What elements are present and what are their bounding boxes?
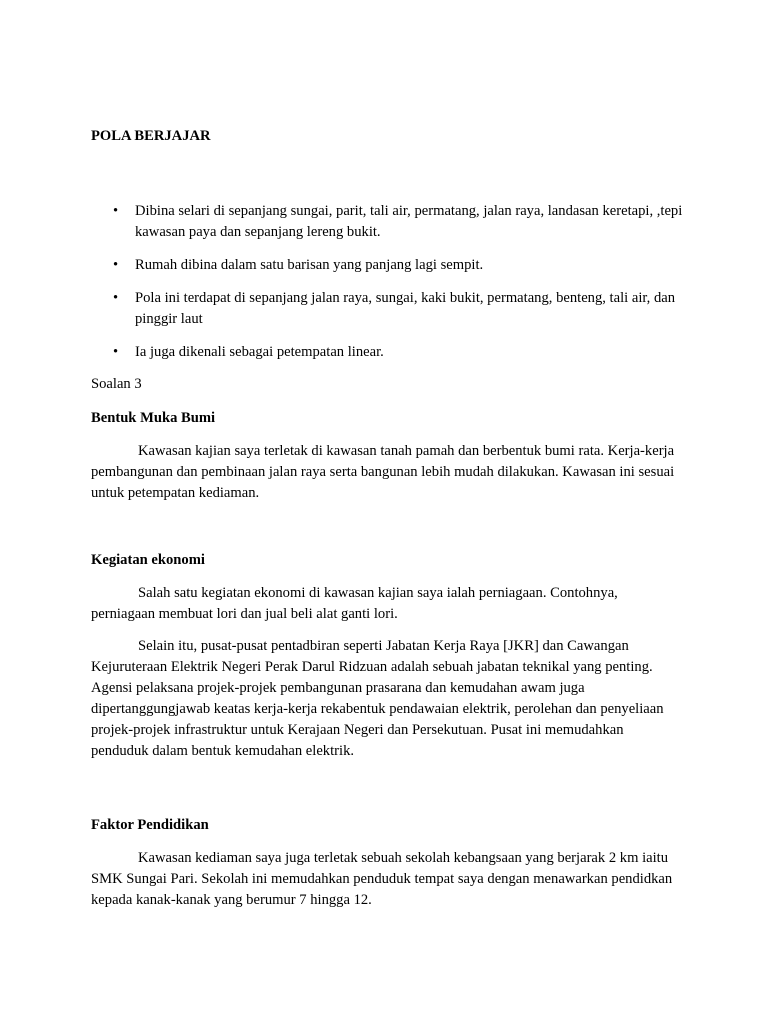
bullet-list	[91, 201, 691, 363]
section-title-faktor-pendidikan: Faktor Pendidikan	[91, 817, 209, 833]
paragraph-kegiatan-1: Salah satu kegiatan ekonomi di kawasan kajian saya ialah perniagaan. Contohnya, perniagaan membuat lori dan jual beli alat ganti lori.	[91, 585, 618, 622]
section-title-pola-berjajar: POLA BERJAJAR	[91, 128, 211, 144]
list-item	[91, 255, 691, 276]
list-item	[91, 288, 691, 330]
bullet-text: Ia juga dikenali sebagai petempatan linear.	[135, 344, 384, 360]
section-title-kegiatan-ekonomi: Kegiatan ekonomi	[91, 552, 205, 568]
section-title-bentuk-muka-bumi: Bentuk Muka Bumi	[91, 410, 216, 426]
paragraph-faktor: Kawasan kediaman saya juga terletak sebuah sekolah kebangsaan yang berjarak 2 km iaitu SMK Sungai Pari. Sekolah ini memudahkan penduduk tempat saya dengan menawarkan pendidkan kepada kanak-kanak yang berumur 7 hingga 12.	[91, 850, 673, 908]
paragraph-bentuk: Kawasan kajian saya terletak di kawasan tanah pamah dan berbentuk bumi rata. Kerja-kerja pembangunan dan pembinaan jalan raya serta bangunan lebih mudah dilakukan. Kawasan ini sesuai untuk petempatan kediaman.	[91, 443, 675, 501]
bullet-icon: •	[113, 203, 119, 219]
bullet-text: Dibina selari di sepanjang sungai, parit, tali air, permatang, jalan raya, landasan keretapi, ,tepi kawasan paya dan sepanjang lereng bukit.	[135, 203, 683, 240]
bullet-icon: •	[113, 257, 119, 273]
bullet-text: Rumah dibina dalam satu barisan yang panjang lagi sempit.	[135, 257, 484, 273]
bullet-icon: •	[113, 344, 119, 360]
bullet-text: Pola ini terdapat di sepanjang jalan raya, sungai, kaki bukit, permatang, benteng, tali air, dan pinggir laut	[135, 290, 676, 327]
list-item	[91, 201, 691, 243]
bullet-icon: •	[113, 290, 119, 306]
paragraph-kegiatan-2: Selain itu, pusat-pusat pentadbiran seperti Jabatan Kerja Raya [JKR] dan Cawangan Kejuruteraan Elektrik Negeri Perak Darul Ridzuan adalah sebuah jabatan teknikal yang penting. Agensi pelaksana projek-projek pembangunan prasarana dan kemudahan awam juga dipertanggungjawab keatas kerja-kerja rekabentuk pendawaian elektrik, perolehan dan penyeliaan projek-projek infrastruktur untuk Kerajaan Negeri dan Persekutuan. Pusat ini memudahkan penduduk dalam bentuk kemudahan elektrik.	[91, 638, 664, 759]
question-label: Soalan 3	[91, 376, 142, 392]
list-item	[91, 342, 691, 363]
